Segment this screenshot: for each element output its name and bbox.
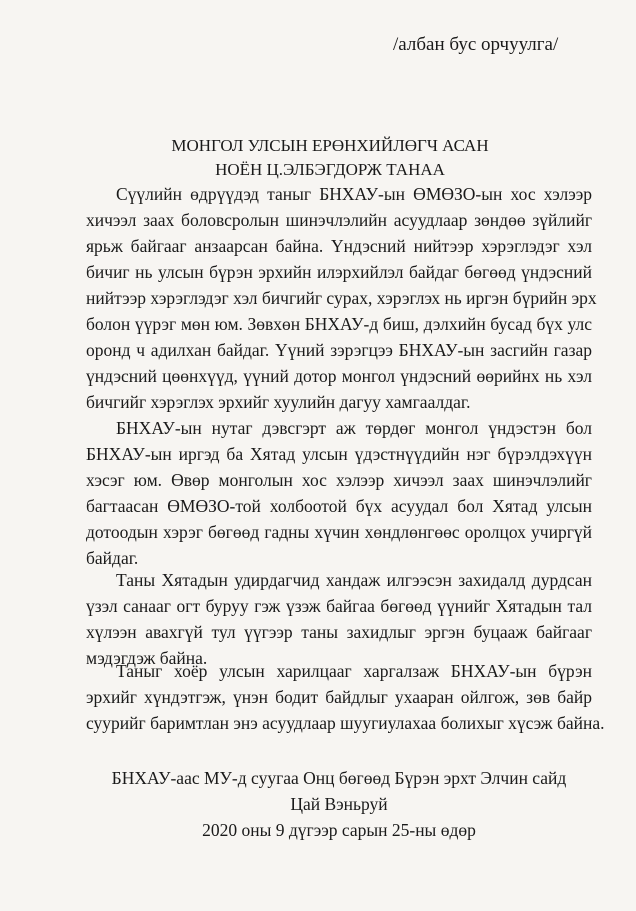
unofficial-translation-note: /албан бус орчуулга/ (393, 34, 559, 55)
text-line: БНХАУ-ын нутаг дэвсгэрт аж төрдөг монгол үндэстэн бол (116, 418, 592, 438)
text-line: эрхийг хүндэтгэж, үнэн бодит байдлыг ухааран ойлгож, зөв байр (86, 687, 592, 707)
text-line: Таныг хоёр улсын харилцааг харгалзаж БНХАУ-ын бүрэн (116, 661, 592, 681)
text-line: Таны Хятадын удирдагчид хандаж илгээсэн захидалд дурдсан (116, 570, 592, 590)
text-line: дотоодын хэрэг бөгөөд гадны хүчин хөндлөнгөөс оролцох учиргүй (86, 522, 592, 542)
text-line: БНХАУ-ын иргэд ба Хятад улсын үдэстнүүдийн нэг бүрэлдэхүүн (86, 444, 592, 464)
text-line: оронд ч адилхан байдаг. Үүний зэрэгцээ БНХАУ-ын засгийн газар (86, 340, 592, 360)
signer-position: БНХАУ-аас МУ-д суугаа Онц бөгөөд Бүрэн эрхт Элчин сайд (111, 768, 567, 788)
signer-name: Цай Вэньруй (290, 794, 388, 814)
paragraph-3 (86, 567, 592, 671)
letter-date: 2020 оны 9 дүгээр сарын 25-ны өдөр (202, 820, 476, 840)
addressee-line-1: МОНГОЛ УЛСЫН ЕРӨНХИЙЛӨГЧ АСАН (171, 136, 489, 155)
text-line: ярьж байгааг анзаарсан байна. Үндэсний нийтээр хэрэглэдэг хэл (86, 236, 592, 256)
text-line: болон үүрэг мөн юм. Зөвхөн БНХАУ-д биш, дэлхийн бусад бүх улс (86, 314, 592, 334)
text-line: хэсэг юм. Өвөр монголын хос хэлээр хичээл заах шинэчлэлийг (86, 470, 592, 490)
text-line: Сүүлийн өдрүүдэд таныг БНХАУ-ын ӨМӨЗО-ын хос хэлээр (116, 184, 592, 204)
paragraph-2 (86, 415, 592, 571)
text-line: хичээл заах боловсролын шинэчлэлийн асуудлаар зөндөө зүйлийг (86, 210, 592, 230)
text-line: бичгийг хэрэглэх эрхийг хуулийн дагуу хамгаалдаг. (86, 392, 471, 412)
text-line: нийтээр хэрэглэдэг хэл бичгийг сурах, хэрэглэх нь иргэн бүрийн эрх (86, 288, 597, 308)
signature-block (86, 765, 592, 843)
paragraph-4 (86, 658, 605, 736)
paragraph-1 (86, 181, 597, 415)
text-line: бичиг нь улсын бүрэн эрхийн илэрхийлэл байдаг бөгөөд үндэсний (86, 262, 592, 282)
text-line: үзэл санааг огт буруу гэж үзэж байгаа бөгөөд үүнийг Хятадын тал (86, 596, 592, 616)
text-line: байдаг. (86, 548, 139, 568)
text-line: суурийг баримтлан энэ асуудлаар шуугиулахаа болихыг хүсэж байна. (86, 713, 605, 733)
text-line: мэдэгдэж байна. (86, 648, 208, 668)
text-line: хүлээн авахгүй тул үүгээр таны захидлыг эргэн буцааж байгааг (86, 622, 592, 642)
text-line: багтаасан ӨМӨЗО-той холбоотой бүх асуудал бол Хятад улсын (86, 496, 592, 516)
text-line: үндэсний цөөнхүүд, үүний дотор монгол үндэсний өөрийнх нь хэл (86, 366, 592, 386)
addressee-line-2: НОЁН Ц.ЭЛБЭГДОРЖ ТАНАА (215, 160, 445, 179)
